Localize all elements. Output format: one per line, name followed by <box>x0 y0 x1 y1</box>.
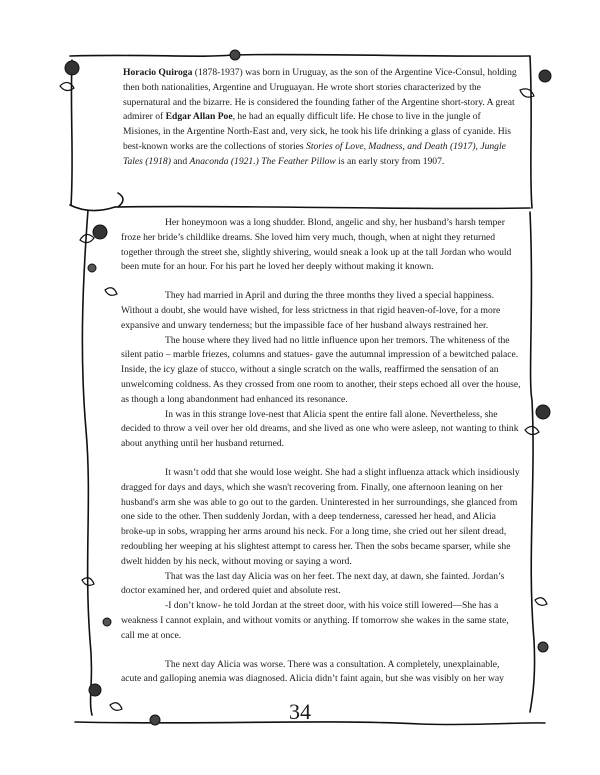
intro-text-1: (1878-1937) was born in Uruguay, as the son of the Argentine Vice-Consul, holding then both nationalities, Argentine and Uruguayan. He wrote short stories characterized by the supernatural and the bizarre. He is considered the founding father of the Argentine short-story. A great admirer of <box>123 67 517 123</box>
author-name: Horacio Quiroga <box>123 67 193 78</box>
story-paragraph: In was in this strange love-nest that Alicia spent the entire fall alone. Nevertheless, she decided to throw a veil over her old dreams, and she lived as one who were asleep, not wanting to think about anything until her husband returned. <box>121 408 519 450</box>
story-paragraph: Her honeymoon was a long shudder. Blond, angelic and shy, her husband’s harsh temper froze her bride’s childlike dreams. She loved him very much, though, when at night they returned together through the street she, slightly shivering, would sneak a look up at the tall Jordan who would been mute for an hour. For his part he loved her deeply without making it known. <box>121 217 512 273</box>
poe-name: Edgar Allan Poe <box>165 111 233 123</box>
author-introduction <box>123 66 518 170</box>
works-title-1: Stories of Love, Madness, and Death (1917), Jungle Tales (1918) <box>123 140 506 167</box>
works-title-2: Anaconda (1921.) The Feather Pillow <box>189 155 336 167</box>
story-body <box>121 216 521 687</box>
story-paragraph: That was the last day Alicia was on her feet. The next day, at dawn, she fainted. Jordan’s doctor examined her, and ordered quiet and absolute rest. <box>121 570 505 597</box>
intro-text-2: , he had an equally difficult life. He chose to live in the jungle of Misiones, in the Argentine North-East and, very sick, he took his life drinking a glass of cyanide. His best-known works are the collections of stories <box>123 111 512 152</box>
story-paragraph: -I don’t know- he told Jordan at the street door, with his voice still lowered—She has a weakness I cannot explain, and without vomits or anything. If tomorrow she wakes in the same state, call me at once. <box>121 600 509 641</box>
intro-and: and <box>170 155 190 167</box>
story-paragraph: It wasn’t odd that she would lose weight. She had a slight influenza attack which insidiously dragged for days and days, which she wasn't recovering from. Finally, one afternoon leaning on her husband's arm she was able to go out to the garden. Uninterested in her surroundings, she glanced from one side to the other. Then suddenly Jordan, with a deep tenderness, caressed her head, and Alicia broke-up in sobs, wrapping her arms around his neck. For a long time, she cried out her silent dread, redoubling her weeping at his slightest attempt to caress her. Then the sobs became sparser, while she dwelt hidden by his neck, without moving or saying a word. <box>121 466 520 567</box>
intro-text-3: is an early story from 1907. <box>335 155 445 167</box>
page-number: 34 <box>289 699 311 724</box>
story-paragraph: The house where they lived had no little influence upon her tremors. The whiteness of the silent patio – marble friezes, columns and statues- gave the autumnal impression of a bewitched palace. Inside, the icy glaze of stucco, without a single scratch on the walls, reaffirmed the sensation of an unwelcoming coldness. As they crossed from one room to another, their steps echoed all over the house, as though a long abandonment had enhanced its resonance. <box>121 334 521 405</box>
story-paragraph: The next day Alicia was worse. There was a consultation. A completely, unexplainable, acute and galloping anemia was diagnosed. Alicia didn’t faint again, but she was visibly on her way <box>121 658 504 685</box>
story-paragraph: They had married in April and during the three months they lived a special happiness. Without a doubt, she would have wished, for less strictness in that rigid heaven-of-love, for a more expansive and unwary tenderness; but the impassible face of her husband always restrained her. <box>121 290 501 331</box>
